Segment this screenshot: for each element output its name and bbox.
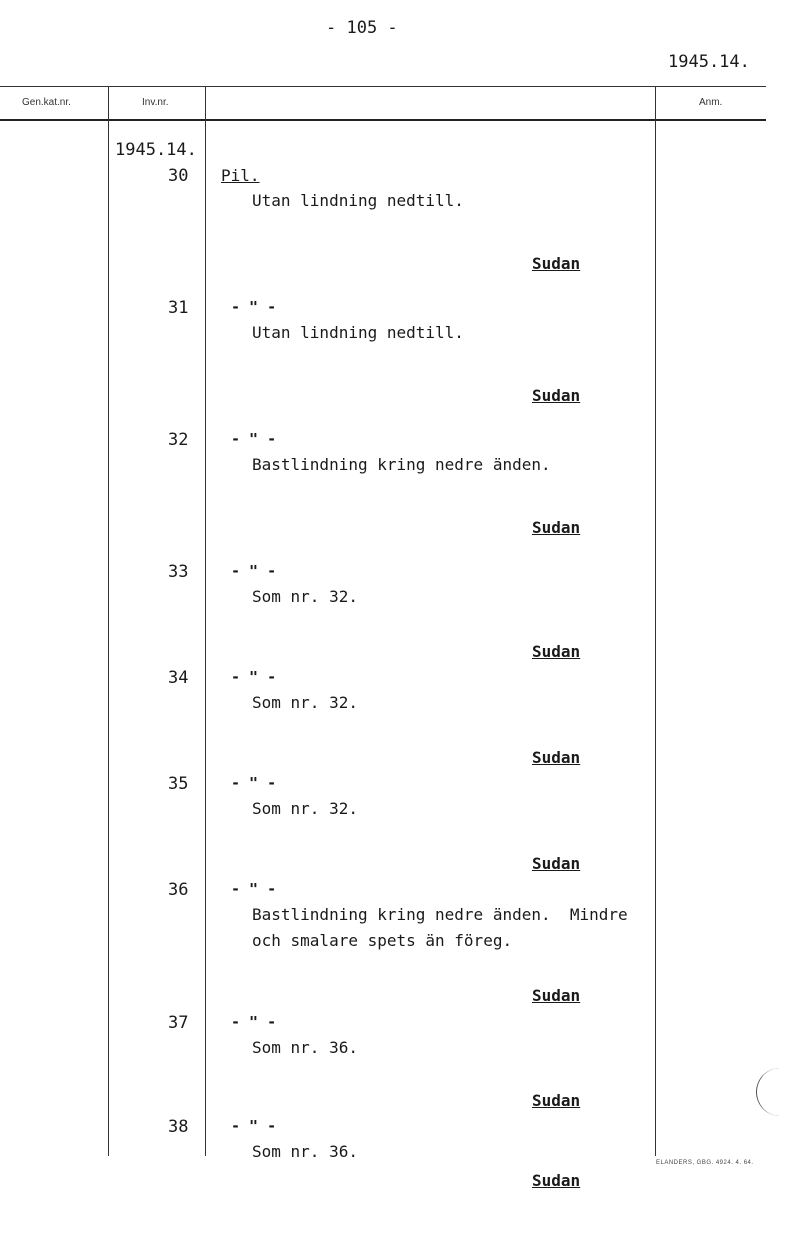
- entry-description: Som nr. 32.: [252, 799, 358, 818]
- entry-description: Som nr. 36.: [252, 1142, 358, 1161]
- entry-description: Utan lindning nedtill.: [252, 191, 464, 210]
- ditto-mark: - " -: [231, 298, 277, 316]
- catalog-entry: [0, 298, 788, 418]
- entry-number: 38: [168, 1117, 189, 1137]
- page-reference: 1945.14.: [668, 52, 750, 72]
- entry-origin: Sudan: [532, 854, 581, 873]
- entry-origin: Sudan: [532, 1171, 581, 1190]
- catalog-entry: [0, 668, 788, 788]
- catalog-entry: [0, 166, 788, 286]
- ditto-mark: - " -: [231, 668, 277, 686]
- year-label: 1945.14.: [115, 140, 197, 160]
- entry-title: Pil.: [221, 166, 260, 185]
- entry-origin: Sudan: [532, 642, 581, 661]
- ditto-mark: - " -: [231, 1013, 277, 1031]
- entry-description: Utan lindning nedtill.: [252, 323, 464, 342]
- catalog-entry: [0, 562, 788, 682]
- entry-description: Som nr. 32.: [252, 587, 358, 606]
- column-header-gen-kat-nr: Gen.kat.nr.: [22, 97, 71, 108]
- catalog-entry: [0, 1013, 788, 1133]
- entry-description: Som nr. 32.: [252, 693, 358, 712]
- entry-description: Bastlindning kring nedre änden. Mindre och smalare spets än föreg.: [252, 905, 628, 950]
- entry-origin: Sudan: [532, 986, 581, 1005]
- entry-origin: Sudan: [532, 748, 581, 767]
- ditto-mark: - " -: [231, 880, 277, 898]
- entry-origin: Sudan: [532, 254, 581, 273]
- ditto-mark: - " -: [231, 562, 277, 580]
- table-header-rule: [0, 119, 766, 121]
- entry-number: 36: [168, 880, 189, 900]
- printer-mark: ELANDERS, GBG. 4924. 4. 64.: [656, 1160, 754, 1166]
- entry-number: 33: [168, 562, 189, 582]
- entry-number: 37: [168, 1013, 189, 1033]
- catalog-entry: [0, 430, 788, 550]
- column-header-anm: Anm.: [699, 97, 723, 108]
- ditto-mark: - " -: [231, 774, 277, 792]
- entry-number: 31: [168, 298, 189, 318]
- entry-number: 35: [168, 774, 189, 794]
- ditto-mark: - " -: [231, 1117, 277, 1135]
- catalog-entry: [0, 774, 788, 894]
- ditto-mark: - " -: [231, 430, 277, 448]
- entry-description: Som nr. 36.: [252, 1038, 358, 1057]
- entry-origin: Sudan: [532, 518, 581, 537]
- entry-number: 30: [168, 166, 189, 186]
- entry-number: 32: [168, 430, 189, 450]
- catalog-entry: [0, 1117, 788, 1237]
- catalog-entry: [0, 880, 788, 1005]
- column-header-inv-nr: Inv.nr.: [142, 97, 169, 108]
- table-top-rule: [0, 86, 766, 87]
- entry-origin: Sudan: [532, 386, 581, 405]
- entry-origin: Sudan: [532, 1091, 581, 1110]
- entry-number: 34: [168, 668, 189, 688]
- page-number: - 105 -: [326, 18, 398, 38]
- entry-description: Bastlindning kring nedre änden.: [252, 455, 551, 474]
